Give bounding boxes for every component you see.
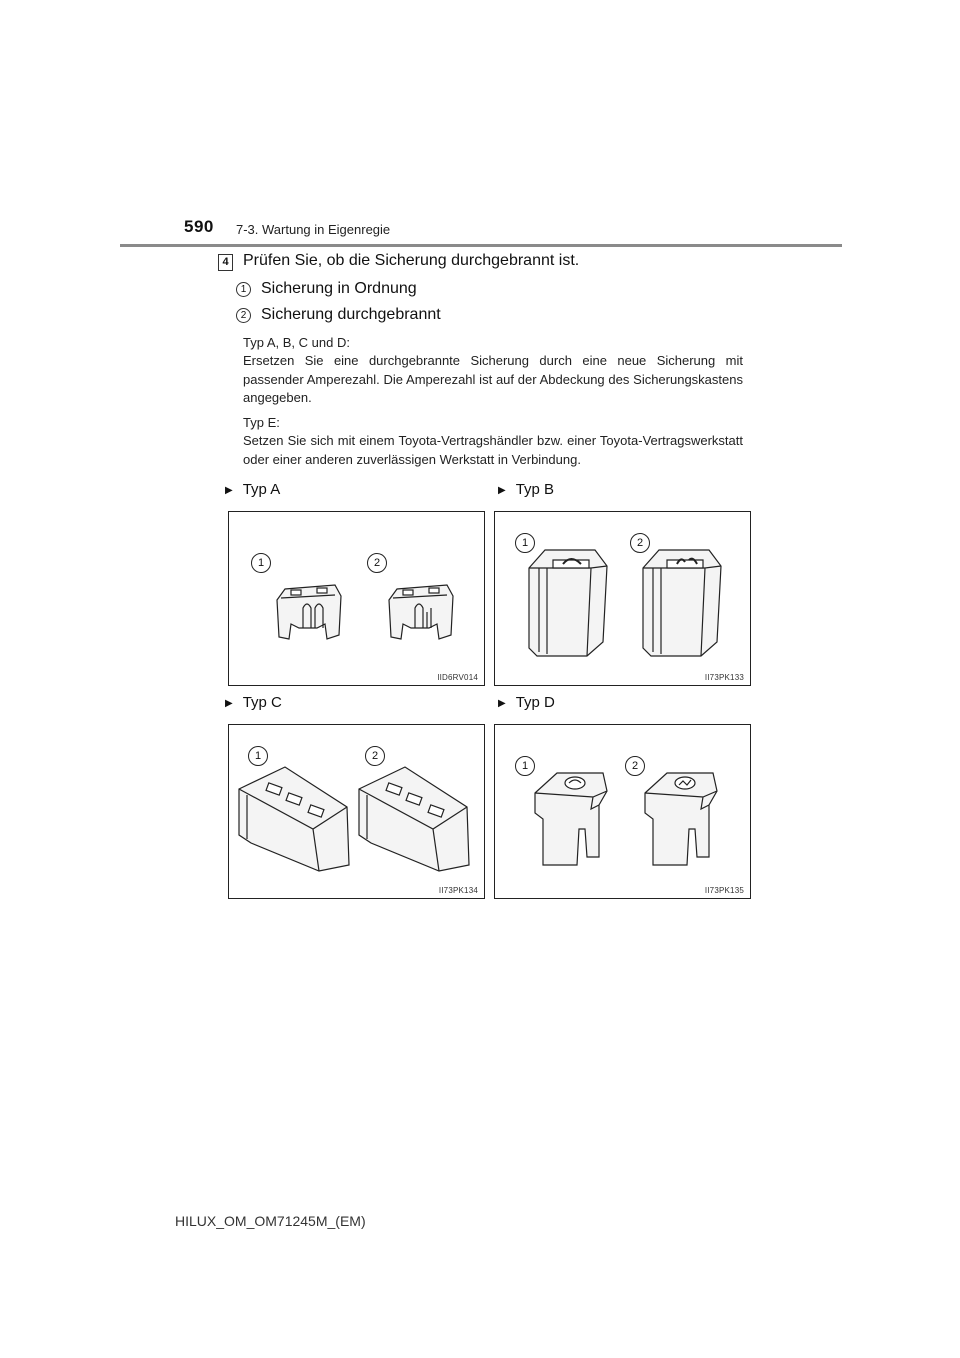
note-type-e-heading: Typ E: (243, 415, 280, 430)
figure-code: II73PK135 (704, 886, 744, 895)
item-number-1: 1 (236, 282, 251, 297)
item-label-ok: Sicherung in Ordnung (261, 280, 417, 297)
note-type-abcd-text: Ersetzen Sie eine durchgebrannte Sicherung durch eine neue Sicherung mit passender Amperezahl. Die Amperezahl ist auf der Abdeckung des Sicherungskastens angegeben. (243, 353, 743, 405)
figure-label-typ-d: ▶ Typ D (498, 694, 555, 711)
arrow-right-icon: ▶ (225, 485, 233, 496)
header-divider (120, 244, 842, 247)
callout-2: 2 (367, 553, 387, 573)
callout-2: 2 (365, 746, 385, 766)
blade-fuse-illustration (229, 512, 484, 685)
callout-1: 1 (251, 553, 271, 573)
figure-code: II73PK134 (438, 886, 478, 895)
callout-1: 1 (248, 746, 268, 766)
callout-2: 2 (630, 533, 650, 553)
callout-2: 2 (625, 756, 645, 776)
figure-typ-a (228, 511, 485, 686)
step-number-badge: 4 (218, 254, 233, 271)
arrow-right-icon: ▶ (498, 698, 506, 709)
arrow-right-icon: ▶ (498, 485, 506, 496)
figure-typ-d (494, 724, 751, 899)
figure-label-typ-a: ▶ Typ A (225, 481, 281, 498)
note-type-e-text: Setzen Sie sich mit einem Toyota-Vertragshändler bzw. einer Toyota-Vertragswerkstatt oder einer anderen zuverlässigen Werkstatt in Verbindung. (243, 433, 743, 467)
figure-code: II73PK133 (704, 673, 744, 682)
page-number: 590 (184, 217, 214, 236)
figure-code: IID6RV014 (437, 673, 478, 682)
flat-cartridge-fuse-illustration (229, 725, 484, 898)
document-id: HILUX_OM_OM71245M_(EM) (175, 1213, 366, 1229)
step-title: Prüfen Sie, ob die Sicherung durchgebrannt ist. (243, 252, 580, 269)
plug-fuse-illustration (495, 725, 750, 898)
figure-label-typ-c: ▶ Typ C (225, 694, 282, 711)
figure-typ-b (494, 511, 751, 686)
arrow-right-icon: ▶ (225, 698, 233, 709)
figure-typ-c (228, 724, 485, 899)
note-type-abcd-heading: Typ A, B, C und D: (243, 335, 350, 350)
item-label-blown: Sicherung durchgebrannt (261, 306, 441, 323)
callout-1: 1 (515, 533, 535, 553)
callout-1: 1 (515, 756, 535, 776)
item-number-2: 2 (236, 308, 251, 323)
figure-label-typ-b: ▶ Typ B (498, 481, 555, 498)
section-title: 7-3. Wartung in Eigenregie (236, 222, 391, 237)
